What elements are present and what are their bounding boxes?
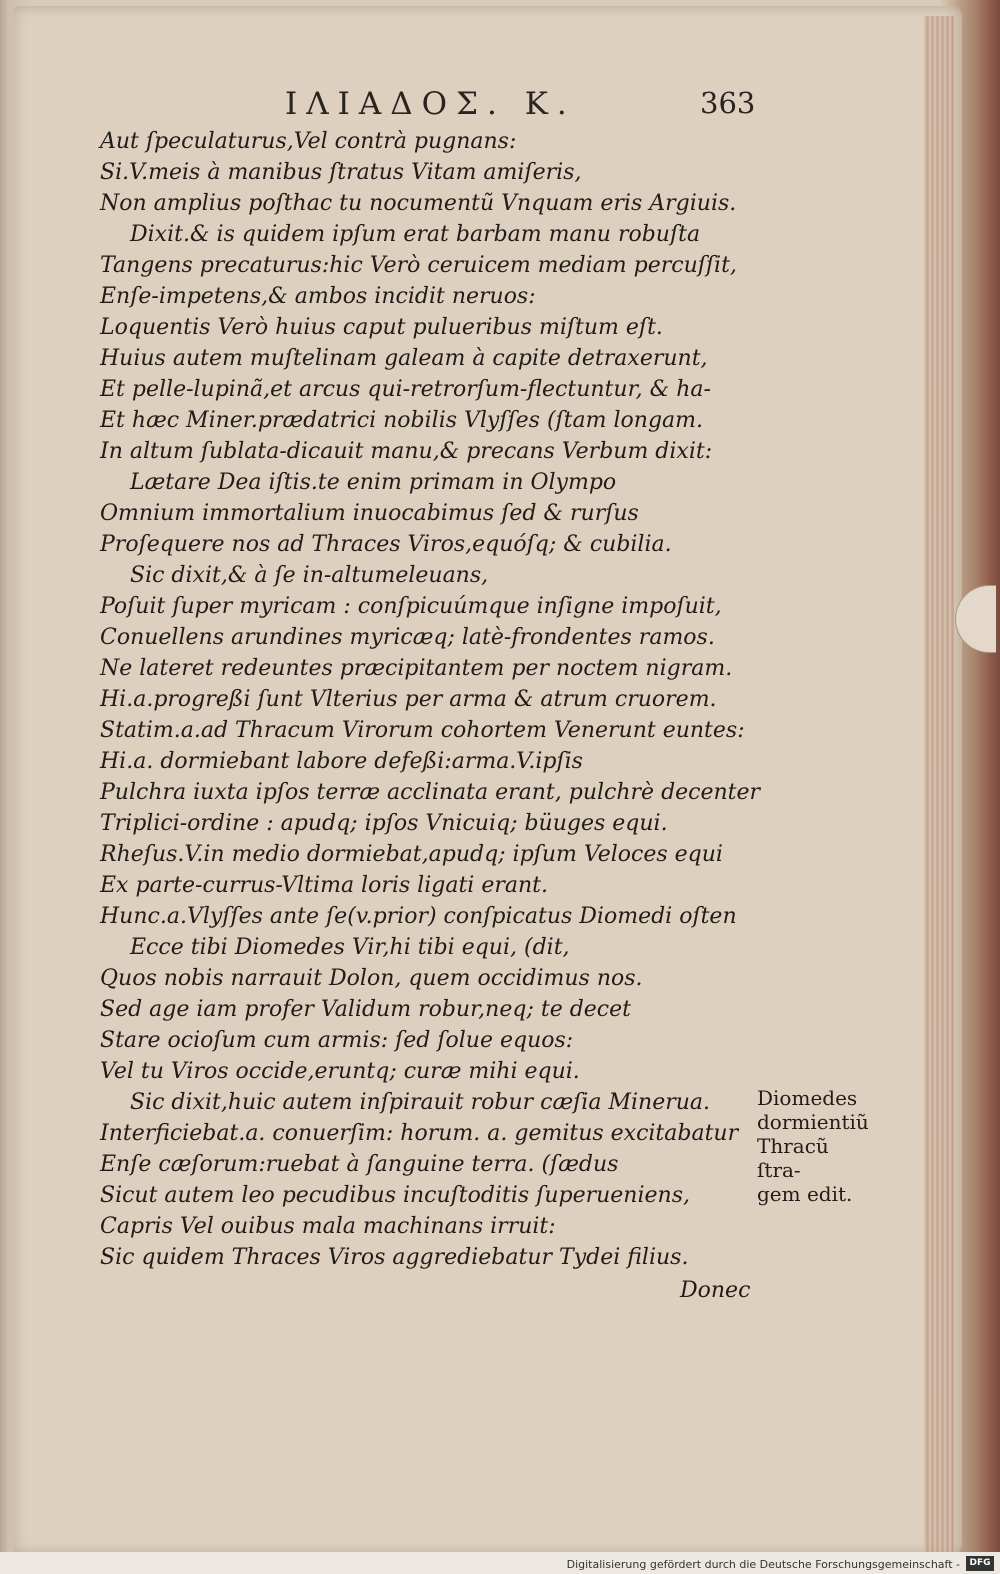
- text-line: Sicut autem leo pecudibus incuſtoditis ſuperueniens,: [100, 1183, 690, 1208]
- text-line: Triplici-ordine : apudq; ipſos Vnicuiq; büuges equi.: [100, 811, 668, 836]
- text-line: Et pelle-lupinã,et arcus qui-retrorſum-flectuntur, & ha-: [100, 377, 711, 402]
- text-line: Aut ſpeculaturus,Vel contrà pugnans:: [100, 129, 517, 154]
- margin-note-line: Diomedes: [757, 1086, 858, 1110]
- text-line: Interficiebat.a. conuerſim: horum. a. gemitus excitabatur: [100, 1121, 739, 1146]
- text-line: Sic dixit,huic autem inſpirauit robur cæſia Minerua.: [130, 1090, 711, 1115]
- text-line: Tangens precaturus:hic Verò ceruicem mediam percuſſit,: [100, 253, 737, 278]
- text-line: Ex parte-currus-Vltima loris ligati erant.: [100, 873, 548, 898]
- text-line: Et hæc Miner.prædatrici nobilis Vlyſſes (ſtam longam.: [100, 408, 703, 433]
- text-line: Hunc.a.Vlyſſes ante ſe(v.prior) conſpicatus Diomedi oſten: [100, 904, 737, 929]
- text-line: Huius autem muſtelinam galeam à capite detraxerunt,: [100, 346, 708, 371]
- text-line: Poſuit ſuper myricam : conſpicuúmque inſigne impoſuit,: [100, 594, 722, 619]
- text-line: Capris Vel ouibus mala machinans irruit:: [100, 1214, 556, 1239]
- text-line: Lætare Dea iſtis.te enim primam in Olympo: [130, 470, 617, 495]
- running-head: ΙΛΙΑΔΟΣ. Κ.: [285, 86, 576, 122]
- text-line: Quos nobis narrauit Dolon, quem occidimus nos.: [100, 966, 643, 991]
- margin-note-line: gem edit.: [757, 1182, 853, 1206]
- text-line: Stare ocioſum cum armis: ſed ſolue equos:: [100, 1028, 574, 1053]
- page-edges: [924, 16, 954, 1556]
- text-line: Statim.a.ad Thracum Virorum cohortem Venerunt euntes:: [100, 718, 745, 743]
- text-line: Proſequere nos ad Thraces Viros,equóſq; & cubilia.: [100, 532, 672, 557]
- text-line: Enſe cæſorum:ruebat à ſanguine terra. (ſædus: [100, 1152, 619, 1177]
- text-line: Ne lateret redeuntes præcipitantem per noctem nigram.: [100, 656, 733, 681]
- text-line: Non amplius poſthac tu nocumentũ Vnquam eris Argiuis.: [100, 191, 737, 216]
- text-line: Sic quidem Thraces Viros aggrediebatur Tydei filius.: [100, 1245, 689, 1270]
- text-line: In altum ſublata-dicauit manu,& precans Verbum dixit:: [100, 439, 713, 464]
- page-number: 363: [700, 86, 756, 120]
- footer-bar: [0, 1552, 1000, 1574]
- text-line: Sic dixit,& à ſe in-altumeleuans,: [130, 563, 489, 588]
- margin-note-line: Thracũ ſtra-: [757, 1134, 829, 1182]
- text-line: Hi.a.progreßi ſunt Vlterius per arma & atrum cruorem.: [100, 687, 717, 712]
- text-line: Pulchra iuxta ipſos terræ acclinata erant, pulchrè decenter: [100, 780, 761, 805]
- margin-note: [757, 1086, 877, 1206]
- text-line: Enſe-impetens,& ambos incidit neruos:: [100, 284, 536, 309]
- main-text-block: [100, 126, 760, 1273]
- footer-credit: Digitalisierung gefördert durch die Deutsche Forschungsgemeinschaft -: [566, 1558, 960, 1571]
- margin-note-line: dormientiũ: [757, 1110, 869, 1134]
- text-line: Loquentis Verò huius caput pulueribus miſtum eſt.: [100, 315, 663, 340]
- text-line: Conuellens arundines myricæq; latè-frondentes ramos.: [100, 625, 715, 650]
- text-line: Vel tu Viros occide,eruntq; curæ mihi equi.: [100, 1059, 580, 1084]
- text-line: Omnium immortalium inuocabimus ſed & rurſus: [100, 501, 639, 526]
- text-line: Dixit.& is quidem ipſum erat barbam manu robuſta: [130, 222, 701, 247]
- catchword: Donec: [680, 1278, 751, 1303]
- dfg-logo-icon: DFG: [966, 1556, 994, 1571]
- text-line: Si.V.meis à manibus ſtratus Vitam amiſeris,: [100, 160, 582, 185]
- text-line: Hi.a. dormiebant labore defeßi:arma.V.ipſis: [100, 749, 583, 774]
- text-line: Sed age iam profer Validum robur,neq; te decet: [100, 997, 631, 1022]
- text-line: Rheſus.V.in medio dormiebat,apudq; ipſum Veloces equi: [100, 842, 723, 867]
- text-line: Ecce tibi Diomedes Vir,hi tibi equi, (dit,: [130, 935, 570, 960]
